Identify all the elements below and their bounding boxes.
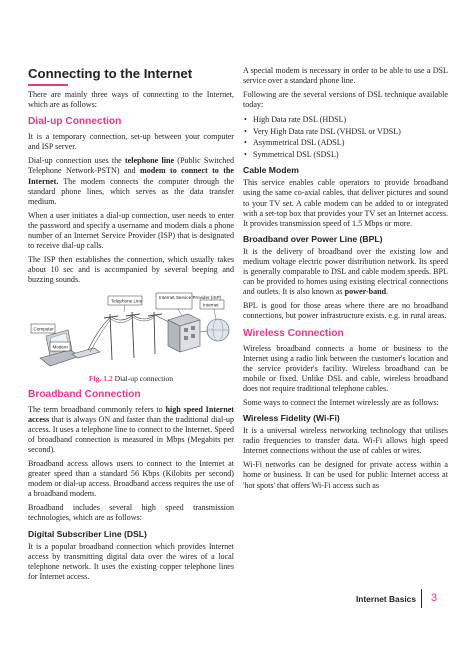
dialup-illustration [28, 290, 234, 372]
figure-label-internet: Internet [203, 302, 219, 307]
footer-divider [421, 589, 422, 608]
figure-caption: Fig. 1.2 Dial-up connection [88, 373, 174, 383]
list-item: • Very High Data rate DSL (VHDSL or VDSL) [253, 126, 448, 138]
wireless-heading: Wireless Connection [243, 327, 344, 339]
dialup-figure [28, 290, 234, 372]
dsl-versions-intro: Following are the several versions of DSL technique available today: [243, 90, 448, 110]
broadband-paragraph-2: Broadband access allows users to connect to the Internet at greater speed than a standard 56 Kbps (Kilobits per second) modem or dial-up access. Broadband access requires the use of a broadband modem. [28, 458, 234, 499]
internet-globe-illustration [200, 319, 229, 341]
title-underline [28, 84, 68, 86]
bpl-heading: Broadband over Power Line (BPL) [243, 233, 383, 244]
dialup-paragraph-4: The ISP then establishes the connection, which usually takes about 10 sec and is accompanied by several beeping and buzzing sounds. [28, 255, 234, 285]
wifi-paragraph-2: Wi-Fi networks can be designed for private access within a home or business. It can be used for public Internet access at 'hot spots' that offers Wi-Fi access such as [243, 460, 448, 490]
dsl-paragraph: It is a popular broadband connection which provides Internet access by transmitting digital data over the wires of a local telephone network. It uses the existing copper telephone lines for Internet access. [28, 541, 234, 581]
figure-label-modem: Modem [52, 344, 68, 349]
dialup-paragraph-2: Dial-up connection uses the telephone line (Public Switched Telephone Network-PSTN) and modem to connect to the Internet. The modem connects the computer through the standard phone lines, which serves as the data transfer medium. [28, 156, 234, 206]
wifi-paragraph-1: It is a universal wireless networking technology that utilises radio frequencies to transfer data. Wi-Fi allows high speed Internet connections without the use of cables or wires. [243, 426, 448, 456]
modem-illustration [72, 348, 100, 358]
dsl-modem-paragraph: A special modem is necessary in order to be able to use a DSL service over a standard phone line. [243, 66, 448, 86]
cable-modem-paragraph: This service enables cable operators to provide broadband using the same co-axial cables, that deliver pictures and sound to your TV set. A cable modem can be added to or integrated with a set-top box that provides your TV set an Internet access. It provides transmission speed of 1.5 Mbps or more. [243, 178, 448, 228]
figure-label-telephone-line: Telephone Line [111, 298, 143, 303]
intro-paragraph: There are mainly three ways of connecting to the Internet, which are as follows: [28, 90, 234, 110]
dsl-heading: Digital Subscriber Line (DSL) [28, 528, 147, 539]
figure-label-isp: Internet Service Provider (ISP) [159, 294, 222, 300]
cable-modem-heading: Cable Modem [243, 165, 299, 176]
wireless-paragraph-2: Some ways to connect the Internet wirelessly are as follows: [243, 397, 439, 407]
dialup-paragraph-3: When a user initiates a dial-up connection, user needs to enter the password and specify a username and modem dials a phone number of an Internet Service Provider (ISP) that is designated to receive dial-up calls. [28, 210, 234, 251]
bpl-paragraph-1: It is the delivery of broadband over the existing low and medium voltage electric power distribution network. Its speed is generally comparable to DSL and cable modem speeds. BPL can be provided to homes using existing electrical connections and outlets. It is also known as power-band. [243, 246, 448, 297]
left-column [28, 66, 234, 586]
footer-section-label: Internet Basics [355, 594, 416, 604]
bpl-paragraph-2: BPL is good for those areas where there are no broadband connections, but power infrastructure exists. e.g. in rural areas. [243, 301, 448, 321]
dialup-paragraph-1: It is a temporary connection, set-up between your computer and ISP server. [28, 132, 234, 152]
isp-building-illustration [168, 314, 200, 352]
broadband-heading: Broadband Connection [28, 388, 141, 400]
figure-label-computer: Computer [33, 326, 54, 331]
page-title: Connecting to the Internet [28, 66, 193, 81]
page-number: 3 [431, 592, 438, 604]
wifi-heading: Wireless Fidelity (Wi-Fi) [243, 413, 340, 424]
dsl-versions-list [243, 114, 448, 160]
dialup-heading: Dial-up Connection [28, 116, 122, 128]
wireless-paragraph-1: Wireless broadband connects a home or business to the Internet using a radio link between the customer's location and the service provider's facility. Wireless broadband can be mobile or fixed. Unlike DSL and cable, wireless broadband does not require traditional telephone cables. [243, 343, 448, 393]
list-item: • Symmetrical DSL (SDSL) [253, 149, 448, 161]
telephone-poles-illustration [88, 312, 178, 360]
list-item: • Asymmetrical DSL (ADSL) [253, 137, 448, 149]
broadband-paragraph-1: The term broadband commonly refers to high speed Internet access that is always ON and faster than the traditional dial-up access. It uses a telephone line to connect to the Internet. Speed of broadband connection is measured in Mbps (Megabits per second). [28, 404, 234, 454]
list-item: • High Data rate DSL (HDSL) [253, 114, 448, 126]
broadband-paragraph-3: Broadband includes several high speed transmission technologies, which are as follows: [28, 503, 234, 523]
right-column [243, 66, 448, 495]
